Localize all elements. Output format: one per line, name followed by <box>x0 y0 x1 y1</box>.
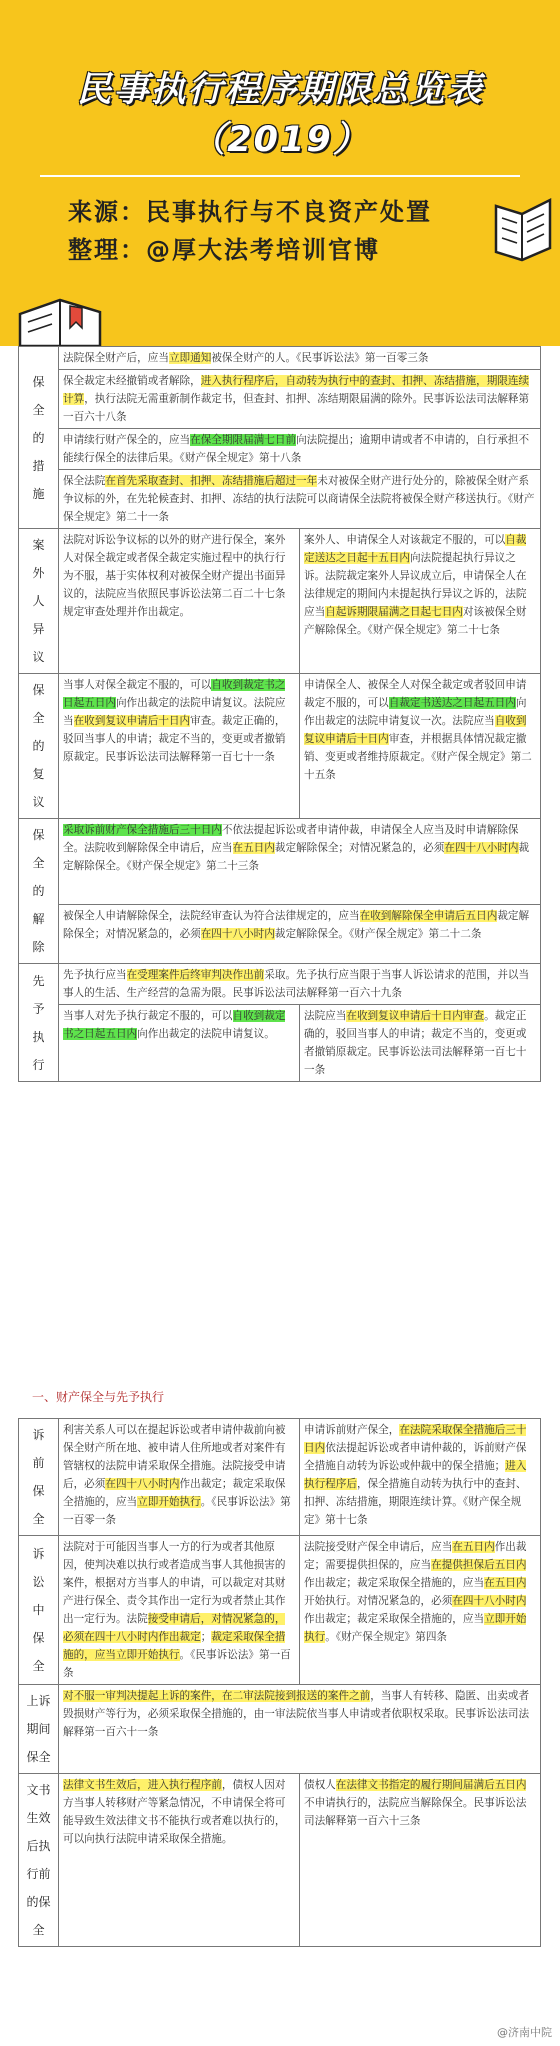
cell-text: 法院保全财产后，应当 <box>63 352 169 364</box>
cell-text: 先予执行应当 <box>63 969 127 981</box>
cell-text: 申请诉前财产保全， <box>304 1424 400 1436</box>
cell-text: 法院应当 <box>304 1010 347 1022</box>
row-label-char: 予 <box>32 1001 45 1016</box>
row-label-char: 后执 <box>26 1839 51 1853</box>
row-label-char: 文书 <box>26 1783 51 1797</box>
row-label-char: 外 <box>32 566 45 580</box>
row-label <box>19 1774 59 1947</box>
highlighted-text: 在受理案件后终审判决作出前 <box>126 969 265 981</box>
highlighted-text: 在五日内 <box>232 842 275 854</box>
cell-text: ，执行法院无需重新制作裁定书，但查封、扣押、冻结期限届满的除外。民事诉讼法司法解释第一百六十八条 <box>63 393 530 423</box>
cell-text: 作出裁定；裁定采取保全措施的，应当 <box>304 1613 485 1625</box>
poster-title: 民事执行程序期限总览表 <box>76 70 484 110</box>
row-label-char: 保全 <box>26 1750 51 1764</box>
cell-text: 保全法院 <box>63 475 106 487</box>
table-cell <box>300 1774 541 1947</box>
row-label-char: 执 <box>32 1029 45 1044</box>
table-cell <box>300 1419 541 1536</box>
cell-text: 当事人对先予执行裁定不服的，可以 <box>63 1010 233 1022</box>
cell-text: 。《民事诉讼法》第一百条 <box>63 1649 291 1679</box>
book-icon <box>0 276 110 346</box>
highlighted-text: 在首先采取查封、扣押、冻结措施后超过一年 <box>105 475 318 487</box>
table-row <box>19 964 541 1005</box>
row-label-char: 上诉 <box>26 1694 51 1708</box>
highlighted-text: 在收到解除保全申请后五日内 <box>359 909 498 922</box>
row-label-char: 施 <box>32 486 45 501</box>
highlighted-text: 自裁定书送达之日起五日内 <box>388 697 516 709</box>
row-label-char: 的 <box>32 884 45 898</box>
cell-text: ，保全措施自动转为执行中的查封、扣押、冻结措施，期限连续计算。《财产保全规定》第十七条 <box>304 1478 527 1526</box>
row-label-char: 保 <box>32 683 45 697</box>
highlighted-text: 进入执行程序后，自动转为执行中的查封、扣押、冻结措施，期限连续计算 <box>63 375 530 405</box>
table-cell <box>59 429 541 470</box>
table-cell <box>59 819 541 905</box>
cell-text: 当事人对保全裁定不服的，可以 <box>63 679 212 691</box>
row-label-char: 先 <box>32 973 45 988</box>
highlighted-text: 采取诉前财产保全措施后三十日内 <box>63 824 222 836</box>
cell-text: 裁定解除保全；对情况紧急的，必须 <box>274 842 445 854</box>
table-cell <box>59 1774 300 1947</box>
cell-text: 向作出裁定的法院申请复议。法院应当 <box>63 697 286 727</box>
preservation-table <box>18 1418 541 1947</box>
cell-text: 保全裁定未经撤销或者解除， <box>63 375 201 387</box>
row-label-char: 保 <box>32 1631 45 1645</box>
row-label-char: 解 <box>32 912 45 926</box>
cell-text: 向法院提起执行异议之诉。法院裁定案外人异议成立后，申请保全人在法律规定的期间内未提起执行异议之诉的，法院应当 <box>304 552 527 618</box>
cell-text: ； <box>200 1631 212 1643</box>
cell-text: 被保全人申请解除保全，法院经审查认为符合法律规定的，应当 <box>63 909 360 922</box>
row-label <box>19 1685 59 1774</box>
cell-text: 案外人、申请保全人对该裁定不服的，可以 <box>304 534 506 546</box>
row-label-char: 全 <box>32 856 45 870</box>
highlighted-text: 接受申请后，对情况紧急的，必须在四十八小时内作出裁定 <box>63 1613 286 1643</box>
cell-text: 申请保全人、被保全人对保全裁定或者驳回申请裁定不服的，可以 <box>304 679 527 709</box>
row-label <box>19 674 59 819</box>
cell-text: ，债权人因对方当事人转移财产等紧急情况，不申请保全将可能导致生效法律文书不能执行或者难以执行的，可以向执行法院申请采取保全措施。 <box>63 1779 286 1845</box>
table-row <box>19 904 541 963</box>
row-label-char: 全 <box>32 402 45 417</box>
row-label-char: 议 <box>32 650 45 664</box>
row-label-char: 全 <box>32 1659 45 1673</box>
divider <box>40 175 520 177</box>
highlighted-text: 在四十八小时内 <box>452 1595 527 1607</box>
cell-text: 。《财产保全规定》第四条 <box>325 1631 448 1643</box>
cell-text: 申请续行财产保全的，应当 <box>63 434 191 446</box>
row-label-char: 讼 <box>32 1575 45 1589</box>
cell-text: 作出裁定；需要提供担保的，应当 <box>304 1541 527 1571</box>
watermark: @济南中院 <box>497 2026 552 2039</box>
table-row <box>19 529 541 674</box>
highlighted-text: 在法院采取保全措施后三十日内 <box>304 1424 527 1454</box>
table-row <box>19 819 541 905</box>
cell-text: 。《民事诉讼法》第一百零一条 <box>63 1496 291 1526</box>
row-label-char: 行前 <box>26 1867 51 1881</box>
row-label-char: 全 <box>32 711 45 725</box>
highlighted-text: 自起诉期限届满之日起七日内 <box>325 606 463 618</box>
highlighted-text: 在提供担保后五日内 <box>431 1559 527 1571</box>
highlighted-text: 在四十八小时内 <box>444 842 519 854</box>
table-cell <box>59 964 541 1005</box>
row-label <box>19 964 59 1082</box>
highlighted-text: 在保全期限届满七日前 <box>190 434 297 446</box>
highlighted-text: 在五日内 <box>452 1541 495 1553</box>
row-label <box>19 347 59 529</box>
row-label-char: 人 <box>32 594 45 608</box>
row-label <box>19 529 59 674</box>
open-book-icon <box>490 186 556 266</box>
row-label-char: 复 <box>32 767 45 781</box>
row-label-char: 诉 <box>32 1547 45 1561</box>
table-row <box>19 470 541 529</box>
highlighted-text: 自收到复议申请后十日内 <box>304 715 527 745</box>
table-row <box>19 1685 541 1774</box>
row-label <box>19 1536 59 1685</box>
table-cell <box>59 347 541 370</box>
table-cell <box>59 1685 541 1774</box>
cell-text: 债权人 <box>304 1779 336 1791</box>
organizer-line: 整理：@厚大法考培训官博 <box>68 236 380 264</box>
table-cell <box>59 1536 300 1685</box>
cell-text: 依法提起诉讼或者申请仲裁的，诉前财产保全措施自动转为诉讼或仲裁中的保全措施； <box>304 1442 527 1472</box>
cell-text: 未对被保全财产进行处分的，除被保全财产系争议标的外，在先轮候查封、扣押、冻结的执行法院可以商请保全法院将被保全财产移送执行。《财产保全规定》第二十一条 <box>63 475 535 523</box>
table-row <box>19 1774 541 1947</box>
row-label <box>19 1419 59 1536</box>
highlighted-text: 立即通知 <box>168 352 212 364</box>
row-label-char: 保 <box>32 1484 45 1498</box>
cell-text: 作出裁定；裁定采取保全措施的，应当 <box>304 1577 485 1589</box>
table-row <box>19 370 541 429</box>
cell-text: 裁定解除保全。《财产保全规定》第二十二条 <box>274 927 482 940</box>
row-label-char: 措 <box>32 458 45 473</box>
table-cell <box>59 1419 300 1536</box>
table-cell <box>59 904 541 963</box>
enforcement-table <box>18 346 541 1082</box>
table-cell <box>300 529 541 674</box>
table-cell <box>300 674 541 819</box>
cell-text: 。裁定正确的，驳回当事人的申请；裁定不当的，变更或者撤销原裁定。民事诉讼法司法解释第一百七十一条 <box>304 1010 527 1076</box>
cell-text: 对该被保全财产解除保全。《财产保全规定》第二十七条 <box>304 606 527 636</box>
highlighted-text: 在收到复议申请后十日内 <box>73 715 191 727</box>
cell-text: 开始执行。对情况紧急的，必须 <box>304 1595 453 1607</box>
highlighted-text: 自收到裁定书之日起五日内 <box>63 679 286 709</box>
highlighted-text: 在收到复议申请后十日内审查 <box>346 1010 485 1022</box>
table-row <box>19 674 541 819</box>
highlighted-text: 自裁定送达之日起十五日内 <box>304 534 527 564</box>
row-label-char: 议 <box>32 795 45 809</box>
poster-year: （2019） <box>190 120 370 160</box>
cell-text: 向作出裁定的法院申请复议一次。法院应当 <box>304 697 527 727</box>
row-label-char: 的 <box>32 739 45 753</box>
cell-text: 向作出裁定的法院申请复议。 <box>137 1028 275 1040</box>
table-row <box>19 1536 541 1685</box>
table-cell <box>300 1005 541 1082</box>
row-label-char: 除 <box>32 940 45 954</box>
table-cell <box>59 470 541 529</box>
highlighted-text: 对不服一审判决提起上诉的案件，在二审法院接到报送的案件之前 <box>63 1690 371 1702</box>
highlighted-text: 在四十八小时内 <box>200 927 275 940</box>
row-label-char: 生效 <box>26 1811 51 1825</box>
cell-text: 不依法提起诉讼或者申请仲裁，申请保全人应当及时申请解除保全。法院收到解除保全申请后，应当 <box>63 824 519 854</box>
cell-text: 法院接受财产保全申请后，应当 <box>304 1541 453 1553</box>
row-label-char: 中 <box>32 1603 45 1617</box>
row-label-char: 前 <box>32 1456 45 1470</box>
table-row <box>19 1005 541 1082</box>
row-label-char: 行 <box>32 1057 45 1072</box>
source-line: 来源：民事执行与不良资产处置 <box>68 198 432 226</box>
row-label <box>19 819 59 964</box>
table-row <box>19 429 541 470</box>
row-label-char: 全 <box>32 1923 45 1937</box>
cell-text: 不申请执行的，法院应当解除保全。民事诉讼法司法解释第一百六十三条 <box>304 1797 527 1827</box>
cell-text: 审查，并根据具体情况裁定撤销、变更或者维持原裁定。《财产保全规定》第二十五条 <box>304 733 532 781</box>
highlighted-text: 在法律文书指定的履行期间届满后五日内 <box>335 1779 527 1791</box>
table-cell <box>59 1005 300 1082</box>
row-label-char: 的保 <box>26 1895 51 1909</box>
cell-text: 作出裁定；裁定采取保全措施的，应当 <box>63 1478 286 1508</box>
row-label-char: 的 <box>32 430 45 445</box>
row-label-char: 保 <box>32 374 45 389</box>
table-cell <box>59 370 541 429</box>
highlighted-text: 法律文书生效后，进入执行程序前 <box>63 1779 222 1791</box>
row-label-char: 案 <box>32 538 45 552</box>
poster-header <box>0 0 560 346</box>
highlighted-text: 进入执行程序后 <box>304 1460 527 1490</box>
section-title: 一、财产保全与先予执行 <box>32 1390 165 1404</box>
cell-text: ，当事人有转移、隐匿、出卖或者毁损财产等行为，必须采取保全措施的，由一审法院依当事人申请或者依职权采取。民事诉讼法司法解释第一百六十一条 <box>63 1690 530 1738</box>
cell-text: 向法院提出；逾期申请或者不申请的，自行承担不能续行保全的法律后果。《财产保全规定》第十八条 <box>63 434 530 464</box>
table-cell <box>59 529 300 674</box>
highlighted-text: 自收到裁定书之日起五日内 <box>63 1010 286 1040</box>
cell-text: 法院对于可能因当事人一方的行为或者其他原因，使判决难以执行或者造成当事人其他损害的案件，根据对方当事人的申请，可以裁定对其财产进行保全、责令其作出一定行为或者禁止其作出一定行为。法院 <box>63 1541 286 1625</box>
table-cell <box>300 1536 541 1685</box>
cell-text: 法院对诉讼争议标的以外的财产进行保全，案外人对保全裁定或者保全裁定实施过程中的执行行为不服，基于实体权利对被保全财产提出书面异议的，法院应当依照民事诉讼法第二百二十七条规定审查处理并作出裁定。 <box>63 534 286 618</box>
highlighted-text: 在四十八小时内 <box>105 1478 180 1490</box>
highlighted-text: 立即开始执行 <box>137 1496 201 1508</box>
row-label-char: 诉 <box>32 1428 45 1442</box>
cell-text: 利害关系人可以在提起诉讼或者申请仲裁前向被保全财产所在地、被申请人住所地或者对案件有管辖权的法院申请采取保全措施。法院接受申请后，必须 <box>63 1424 286 1490</box>
highlighted-text: 裁定采取保全措施的，应当立即开始执行 <box>63 1631 286 1661</box>
cell-text: 采取。先予执行应当限于当事人诉讼请求的范围，并以当事人的生活、生产经营的急需为限。民事诉讼法司法解释第一百六十九条 <box>63 969 530 999</box>
row-label-char: 全 <box>32 1512 45 1526</box>
table-row <box>19 347 541 370</box>
cell-text: 裁定解除保全；对情况紧急的，必须 <box>63 909 530 940</box>
cell-text: 裁定解除保全。《财产保全规定》第二十三条 <box>63 842 530 872</box>
row-label-char: 期间 <box>26 1722 51 1736</box>
row-label-char: 异 <box>32 622 45 636</box>
cell-text: 被保全财产的人。《民事诉讼法》第一百零三条 <box>211 352 429 364</box>
table-row <box>19 1419 541 1536</box>
highlighted-text: 立即开始执行 <box>304 1613 527 1643</box>
highlighted-text: 在五日内 <box>484 1577 527 1589</box>
table-cell <box>59 674 300 819</box>
cell-text: 审查。裁定正确的，驳回当事人的申请；裁定不当的，变更或者撤销原裁定。民事诉讼法司法解释第一百七十一条 <box>63 715 286 763</box>
row-label-char: 保 <box>32 828 45 842</box>
